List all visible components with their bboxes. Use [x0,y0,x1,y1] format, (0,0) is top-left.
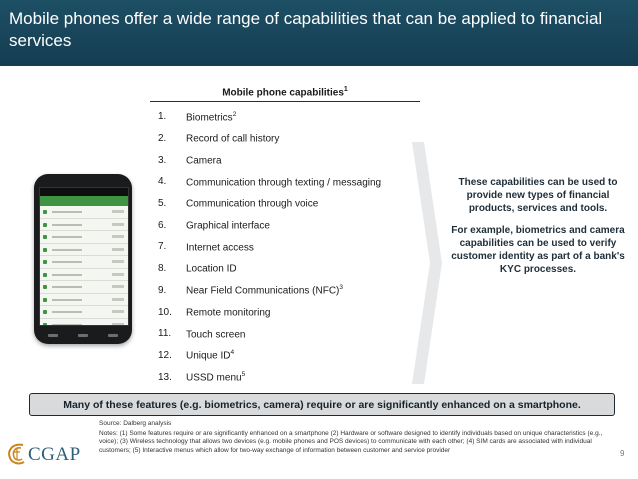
list-item: 3. Camera [158,154,222,167]
banner-text: Many of these features (e.g. biometrics, camera) require or are significantly enhanced on a smartphone. [63,398,581,411]
list-item: 11. Touch screen [158,328,246,340]
list-item: 8. Location ID [158,263,237,275]
chevron-right-arrow [412,142,442,384]
callout-paragraph-2: For example, biometrics and camera capabilities can be used to verify customer identity as part of a bank's KYC processes. [451,225,625,275]
list-item: 13. USSD menu$^5$ [158,370,246,384]
list-item: 5. Communication through voice [158,198,319,210]
footnotes: Notes: (1) Some features require or are significantly enhanced on a smartphone (2) Hardware or software designed to identify individuals based on unique characteristics (e.g., voice); (3) Wireless technology that allows two devices (e.g. mobile phones and POS devices) to communicate with each other; (4) SIM cards are associated with individual customers; (5) Interactive menus which allow for two-way exchange of information between customer and service provider [99,430,603,454]
page-number: 9 [620,449,625,458]
list-item: 2. Record of call history [158,133,280,145]
callout-text [448,176,628,285]
phone-screen [39,187,129,326]
slide-header [0,0,638,66]
smartphone-banner [29,393,615,416]
callout-paragraph-1: These capabilities can be used to provide new types of financial products, services and tools. [458,177,618,214]
capabilities-list [150,106,420,388]
logo-text: CGAP [28,444,81,465]
cgap-logo-mark-icon [6,442,28,466]
capabilities-title: Mobile phone capabilities$^1$ [222,86,348,99]
cgap-logo [6,441,91,467]
source-note: Source: Dalberg analysis [99,420,172,427]
slide-title: Mobile phones offer a wide range of capabilities that can be applied to financial services [9,9,603,50]
list-item: 6. Graphical interface [158,219,270,232]
smartphone-image [34,174,132,344]
list-item: 9. Near Field Communications (NFC)$^3$ [158,284,343,297]
list-item: 7. Internet access [158,241,254,254]
phone-nav-buttons [48,334,118,338]
list-item: 12. Unique $ID^4$ [158,349,235,362]
list-item: 10. Remote monitoring [158,306,271,319]
title-divider [150,101,420,102]
list-item: 1. Biometrics$^2$ [158,110,237,123]
list-item: 4. Communication through texting / messaging [158,176,382,189]
